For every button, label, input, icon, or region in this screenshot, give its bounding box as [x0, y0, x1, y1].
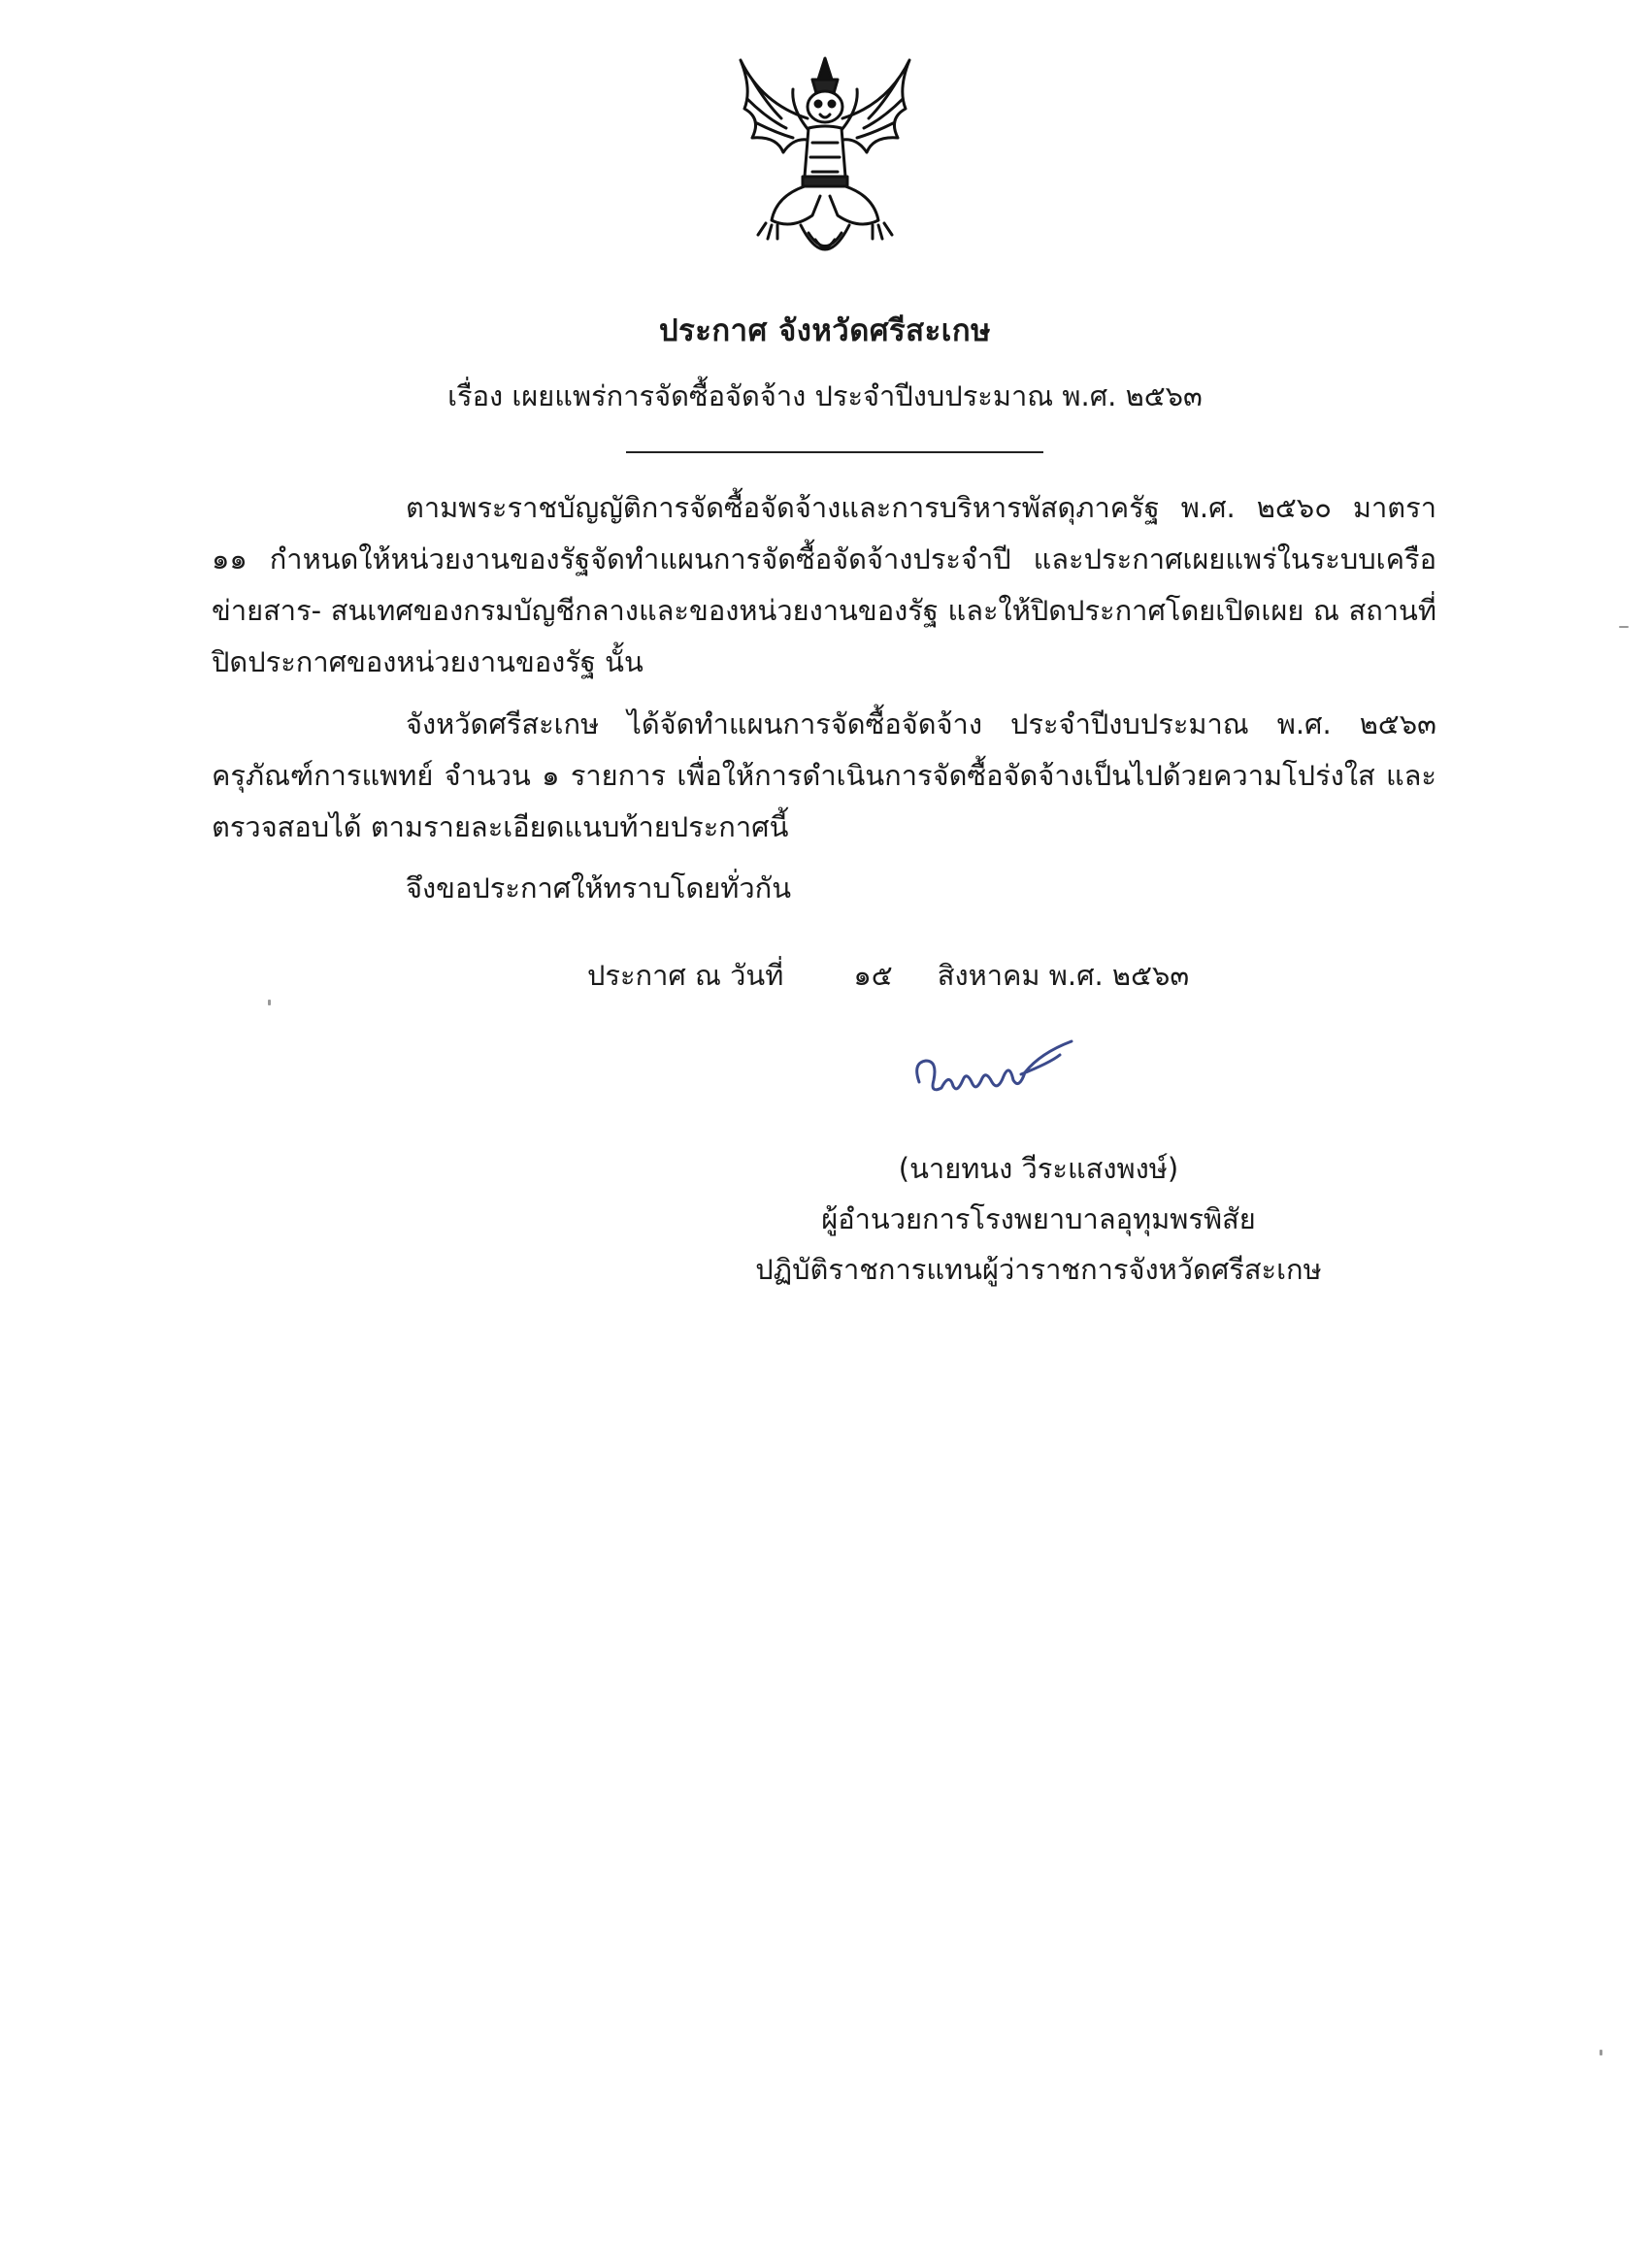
- announcement-title: ประกาศ จังหวัดศรีสะเกษ: [658, 313, 992, 348]
- body-paragraph-2: จังหวัดศรีสะเกษ ได้จัดทำแผนการจัดซื้อจัดจ้าง ประจำปีงบประมาณ พ.ศ. ๒๕๖๓ ครุภัณฑ์การแพทย์ จำนวน ๑ รายการ เพื่อให้การดำเนินการจัดซื้อจัดจ้างเป็นไปด้วยความโปร่งใส และตรวจสอบได้ ตามรายละเอียดแนบท้ายประกาศนี้: [212, 707, 1436, 843]
- signatory-position: ผู้อำนวยการโรงพยาบาลอุทุมพรพิสัย: [821, 1202, 1256, 1235]
- body-paragraph-3: จึงขอประกาศให้ทราบโดยทั่วกัน: [406, 871, 792, 904]
- announcement-subject: เรื่อง เผยแพร่การจัดซื้อจัดจ้าง ประจำปีงบประมาณ พ.ศ. ๒๕๖๓: [447, 379, 1203, 412]
- date-month-year: สิงหาคม พ.ศ. ๒๕๖๓: [937, 959, 1190, 992]
- body-paragraph-1: ตามพระราชบัญญัติการจัดซื้อจัดจ้างและการบริหารพัสดุภาครัฐ พ.ศ. ๒๕๖๐ มาตรา ๑๑ กำหนดให้หน่วยงานของรัฐจัดทำแผนการจัดซื้อจัดจ้างประจำปี และประกาศเผยแพร่ในระบบเครือข่ายสาร- สนเทศของกรมบัญชีกลางและของหน่วยงานของรัฐ และให้ปิดประกาศโดยเปิดเผย ณ สถานที่ปิดประกาศของหน่วยงานของรัฐ นั้น: [212, 491, 1436, 678]
- garuda-emblem-icon: [723, 50, 927, 274]
- scan-speck: [1600, 2050, 1602, 2055]
- handwritten-signature-icon: [905, 1034, 1099, 1111]
- signatory-acting-for: ปฏิบัติราชการแทนผู้ว่าราชการจังหวัดศรีสะเกษ: [755, 1253, 1322, 1286]
- announcement-date: [587, 953, 1189, 998]
- date-prefix: ประกาศ ณ วันที่: [587, 959, 784, 992]
- scan-speck: [1619, 626, 1629, 628]
- signatory-name: (นายทนง วีระแสงพงษ์): [898, 1152, 1179, 1185]
- title-divider: [626, 451, 1043, 453]
- date-day: ๑๕: [853, 959, 893, 992]
- signatory-block: [699, 1143, 1378, 1295]
- scan-speck: [268, 1000, 271, 1005]
